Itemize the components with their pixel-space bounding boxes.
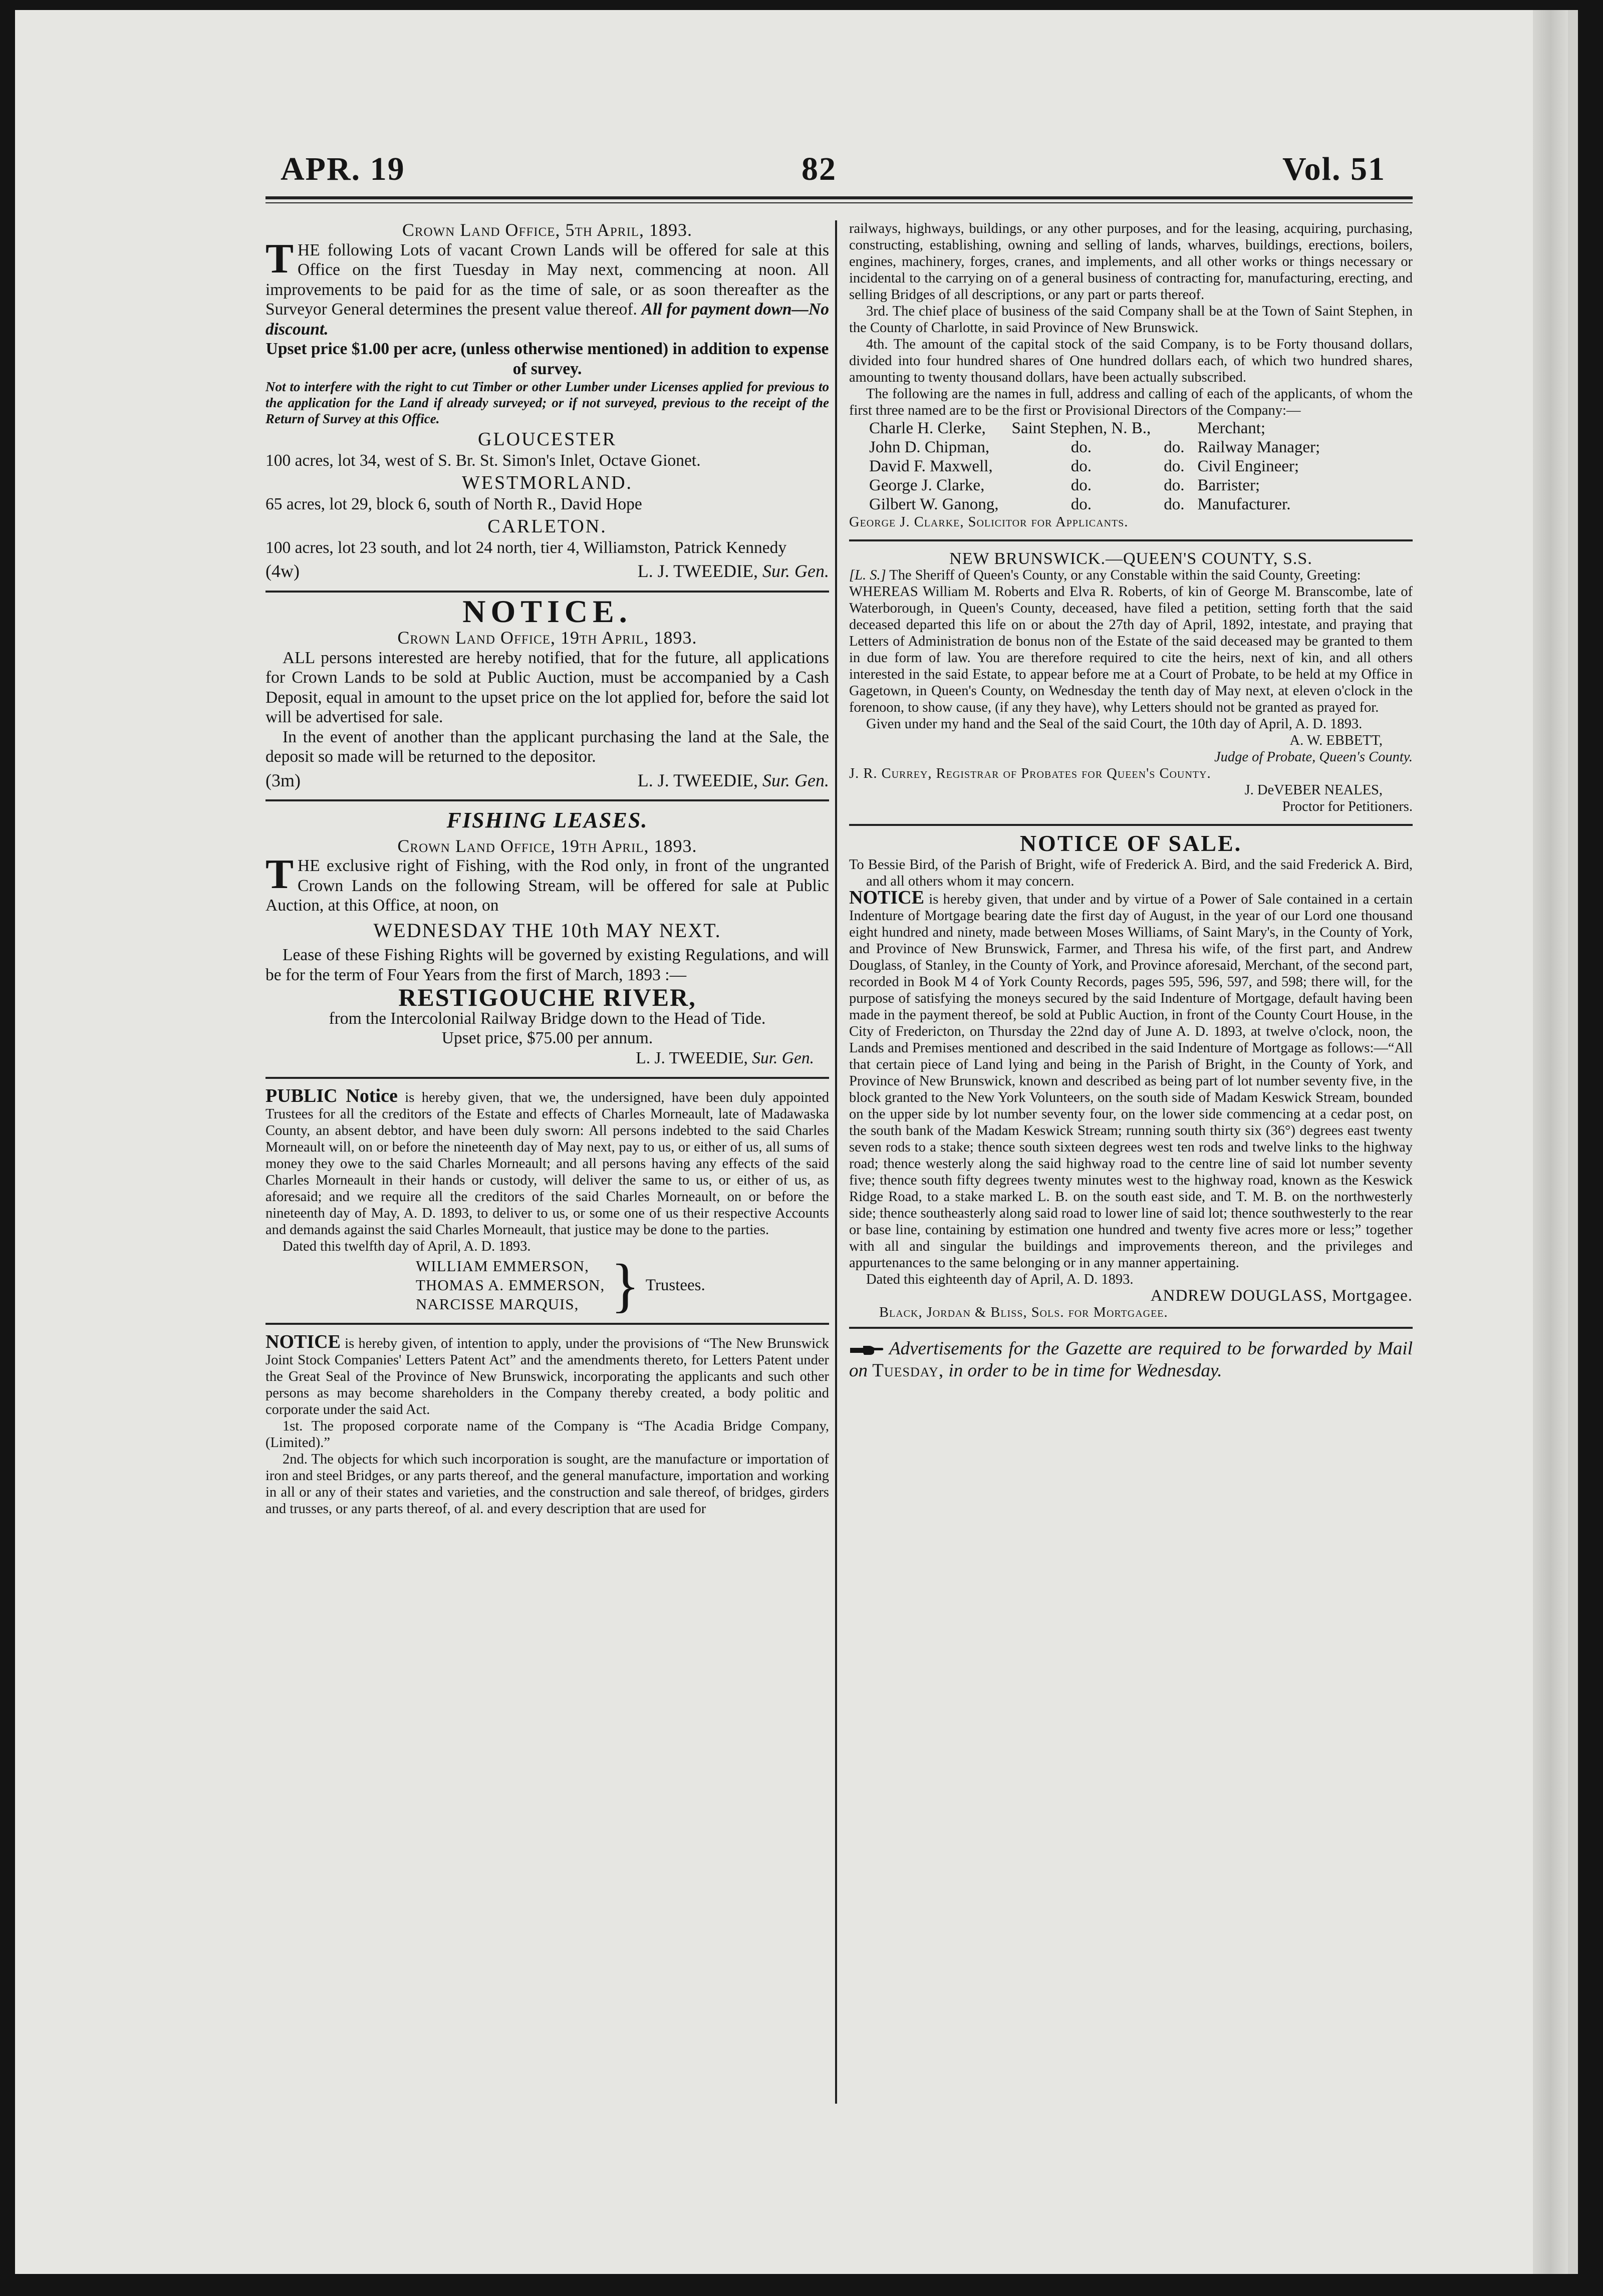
- trustee-name: THOMAS A. EMMERSON,: [416, 1276, 605, 1294]
- dateline: Crown Land Office, 19th April, 1893.: [397, 835, 697, 856]
- signature-name: L. J. TWEEDIE,: [637, 770, 758, 790]
- trustee-name: WILLIAM EMMERSON,: [416, 1257, 589, 1275]
- clause-second: 2nd. The objects for which such incorporation is sought, are the manufacture or importation of iron and steel Bridges, or any parts thereof, and the general manufacture, importation and working in all or any of their states and varieties, and the construction and sale thereof, of bridges, girders and trusses, or any parts thereof, of al. and every description that are used for: [265, 1452, 829, 1517]
- applicant-town: do.: [1164, 495, 1185, 513]
- dateline: Crown Land Office, 5th April, 1893.: [402, 220, 693, 240]
- applicant-calling: Merchant;: [1197, 419, 1266, 437]
- applicant-place: do.: [1071, 495, 1092, 513]
- right-column: [849, 220, 1413, 1382]
- lead-words: NOTICE: [265, 1331, 341, 1352]
- signature-title: Sur. Gen.: [762, 561, 829, 581]
- probate-citation: [849, 550, 1413, 815]
- applicant-name: David F. Maxwell,: [869, 457, 993, 475]
- mortgagee-line: ANDREW DOUGLASS, Mortgagee.: [1150, 1287, 1413, 1305]
- crown-land-lots-notice: [265, 220, 829, 582]
- addressees: To Bessie Bird, of the Parish of Bright, wife of Frederick A. Bird, and the said Frederick A. Bird, and all others whom it may concern.: [849, 857, 1413, 889]
- table-row: [869, 438, 1333, 457]
- signature-line: [265, 561, 829, 582]
- drop-cap: T: [265, 851, 294, 898]
- judge-name: A. W. EBBETT,: [1289, 733, 1383, 748]
- applicant-name: John D. Chipman,: [869, 438, 990, 456]
- brace-glyph: }: [611, 1252, 640, 1318]
- section-divider: [849, 824, 1413, 826]
- lot-gloucester: 100 acres, lot 34, west of S. Br. St. Simon's Inlet, Octave Gionet.: [265, 451, 701, 470]
- solicitor-line: George J. Clarke, Solicitor for Applicants.: [849, 514, 1129, 530]
- applicant-name: George J. Clarke,: [869, 476, 985, 494]
- trustees-label: Trustees.: [645, 1276, 705, 1294]
- table-row: [869, 495, 1333, 514]
- header-volume: Vol. 51: [1282, 151, 1386, 187]
- clause-third: 3rd. The chief place of business of the said Company shall be at the Town of Saint Stephen, in the County of Charlotte, in said Province of New Brunswick.: [849, 304, 1413, 336]
- clause-continued: railways, highways, buildings, or any other purposes, and for the leasing, acquiring, purchasing, constructing, establishing, owning and selling of lands, wharves, buildings, erections, boilers, engines, machinery, forges, cranes, and implements, and all other works or things necessary or incidental to the carrying on of a general business of contracting for, manufacturing, erecting, and selling Bridges of all descriptions, or any part or parts thereof.: [849, 221, 1413, 303]
- county-heading-westmorland: WESTMORLAND.: [461, 472, 633, 493]
- fishing-leases-notice: [265, 810, 829, 1068]
- applicant-name: Charle H. Clerke,: [869, 419, 986, 437]
- advertising-notice: [849, 1338, 1413, 1382]
- notice-body: NOTICE is hereby given, of intention to apply, under the provisions of “The New Brunswick Joint Stock Companies' Letters Patent Act” and the amendments thereto, for Letters Patent under the Great Seal of the Province of New Brunswick, incorporating the applicants and such other persons as may become shareholders in the Company thereby created, a body politic and corporate under the said Act.: [265, 1331, 830, 1417]
- dateline: Crown Land Office, 19th April, 1893.: [397, 628, 697, 648]
- dated-line: Dated this twelfth day of April, A. D. 1893.: [283, 1239, 531, 1254]
- column-divider: [835, 220, 837, 2104]
- applicant-calling: Railway Manager;: [1197, 438, 1320, 456]
- insertion-mark: (4w): [265, 561, 300, 581]
- registrar-line: J. R. Currey, Registrar of Probates for Queen's County.: [849, 766, 1211, 781]
- applicant-calling: Barrister;: [1197, 476, 1260, 494]
- dated-line: Dated this eighteenth day of April, A. D. 1893.: [866, 1272, 1134, 1287]
- notice-body: THE exclusive right of Fishing, with the Rod only, in front of the ungranted Crown Lands on the following Stream, will be offered for sale at Public Auction, at this Office, at noon, on: [265, 851, 829, 915]
- lot-carleton: 100 acres, lot 23 south, and lot 24 north, tier 4, Williamston, Patrick Kennedy: [265, 538, 787, 557]
- section-divider: [849, 1327, 1413, 1329]
- timber-warning: Not to interfere with the right to cut Timber or other Lumber under Licenses applied for previous to the application for the Land if already surveyed; or if not surveyed, previous to the receipt of the Return of Survey at this Office.: [265, 379, 829, 426]
- applicant-calling: Civil Engineer;: [1197, 457, 1299, 475]
- header-rule-thin: [265, 202, 1413, 203]
- left-column: [265, 220, 829, 1517]
- trustee-name: NARCISSE MARQUIS,: [416, 1295, 579, 1313]
- address-line: [L. S.] The Sheriff of Queen's County, or any Constable within the said County, Greeting:: [849, 567, 1361, 583]
- applicant-town: [1164, 419, 1197, 438]
- applicant-name: Gilbert W. Ganong,: [869, 495, 999, 513]
- advert-day: Tuesday,: [872, 1360, 944, 1381]
- signature-title: Sur. Gen.: [752, 1048, 814, 1067]
- judge-title: Judge of Probate, Queen's County.: [1214, 749, 1413, 765]
- section-divider: [265, 591, 829, 593]
- given-line: Given under my hand and the Seal of the said Court, the 10th day of April, A. D. 1893.: [866, 716, 1363, 732]
- pointing-hand-icon: [849, 1343, 884, 1358]
- section-divider: [265, 799, 829, 801]
- river-name: RESTIGOUCHE RIVER,: [398, 983, 696, 1011]
- lead-words: PUBLIC Notice: [265, 1085, 398, 1106]
- table-row: [869, 476, 1333, 495]
- upset-price: Upset price, $75.00 per annum.: [441, 1029, 653, 1047]
- applicant-town: do.: [1164, 438, 1185, 456]
- table-row: [869, 457, 1333, 476]
- notice-paragraph: In the event of another than the applicant purchasing the land at the Sale, the deposit so made will be returned to the depositor.: [265, 727, 829, 766]
- notice-heading: NOTICE OF SALE.: [1019, 830, 1242, 856]
- header-rule: [265, 196, 1413, 199]
- signature-name: L. J. TWEEDIE,: [636, 1048, 748, 1067]
- notice-of-sale: [849, 830, 1413, 1321]
- trustees-notice: [265, 1085, 830, 1318]
- payment-terms: All for payment down—No discount.: [265, 300, 830, 339]
- section-divider: [265, 1077, 829, 1079]
- acadia-bridge-notice-continued: [849, 220, 1413, 530]
- page-fold-shadow: [1533, 10, 1568, 2274]
- trustees-block: [416, 1252, 829, 1318]
- applicant-place: do.: [1071, 457, 1092, 475]
- signature-line: [265, 771, 829, 791]
- river-extent: from the Intercolonial Railway Bridge down to the Head of Tide.: [329, 1009, 766, 1028]
- applicants-table: [869, 419, 1333, 514]
- lease-terms: Lease of these Fishing Rights will be governed by existing Regulations, and will be for the term of Four Years from the first of March, 1893 :—: [265, 946, 829, 984]
- signature-title: Sur. Gen.: [762, 770, 829, 790]
- cash-deposit-notice: [265, 593, 829, 791]
- proctor-name: J. DeVEBER NEALES,: [1244, 782, 1383, 798]
- solicitors-line: Black, Jordan & Bliss, Sols. for Mortgagee.: [879, 1305, 1168, 1320]
- lead-words: NOTICE: [849, 887, 924, 908]
- clause-fourth: 4th. The amount of the capital stock of the said Company, is to be Forty thousand dollars, divided into four hundred shares of One hundred dollars each, of which two hundred shares, amounting to twenty thousand dollars, have been actually subscribed.: [849, 337, 1413, 385]
- trustee-names: [416, 1257, 605, 1314]
- applicant-town: do.: [1164, 457, 1185, 475]
- applicant-place: do.: [1071, 476, 1092, 494]
- upset-price: Upset price $1.00 per acre, (unless otherwise mentioned) in addition to expense of survey.: [265, 340, 829, 378]
- applicant-town: do.: [1164, 476, 1185, 494]
- signature-name: L. J. TWEEDIE,: [637, 561, 758, 581]
- proctor-title: Proctor for Petitioners.: [1282, 799, 1413, 814]
- court-heading: NEW BRUNSWICK.—QUEEN'S COUNTY, S.S.: [949, 549, 1312, 568]
- lot-westmorland: 65 acres, lot 29, block 6, south of North R., David Hope: [265, 494, 642, 513]
- applicant-place: Saint Stephen, N. B.,: [1011, 419, 1151, 437]
- advert-text: Advertisements for the Gazette are required to be forwarded by Mail on Tuesday, in order to be in time for Wednesday.: [849, 1338, 1413, 1381]
- header-page-number: 82: [802, 151, 837, 187]
- county-heading-carleton: CARLETON.: [487, 516, 607, 537]
- notice-body: NOTICE is hereby given, that under and by virtue of a Power of Sale contained in a certain Indenture of Mortgage bearing date the first day of August, in the year of our Lord one thousand eight hundred and ninety, made between Moses Williams, of Saint Mary's, in the County of York, and Province of New Brunswick, Farmer, and Thresa his wife, of the first part, and Andrew Douglass, of Stanley, in the County of York, and Province aforesaid, Merchant, of the second part, recorded in Book M 4 of York County Records, pages 595, 596, 597, and 598; there will, for the purpose of satisfying the moneys secured by the said Indenture of Mortgage, default having been made in the payment thereof, be sold at Public Auction, in front of the County Court House, in the City of Fredericton, on Thursday the 22nd day of June A. D. 1893, at twelve o'clock, noon, the Lands and Premises mentioned and described in the said Indenture of Mortgage as follows:—“All that certain piece of Land lying and being in the Parish of Bright, in the County of York, and Province of New Brunswick, known and described as being part of lot number seventy five, in the block granted to the New York Volunteers, on the south side of Madam Keswick Stream, bounded on the upper side by lot number seventy four, on the lower side commencing at a cedar post, on the south bank of the Madam Keswick Stream; running south thirty six (36°) degrees east twenty seven rods to a stake; thence south sixteen degrees west ten rods and twelve links to the highway road; thence westerly along the said highway road to the centre line of said lot number seventy five; thence south fifty degrees twenty minutes west to the highway road, known as the Keswick Ridge Road, to a stake marked L. B. on the south east side, and T. M. B. on the northwesterly side; thence southeasterly along said road to lower line of said lot; thence southwesterly to the rear or base line, containing by estimation one hundred and twenty five acres more or less;” together with all and singular the buildings and improvements thereon, and the privileges and appurtenances to the same belonging or in any manner appertaining.: [849, 887, 1413, 1271]
- applicant-calling: Manufacturer.: [1197, 495, 1291, 513]
- section-divider: [849, 539, 1413, 541]
- notice-heading: NOTICE.: [462, 593, 632, 629]
- section-divider: [265, 1323, 829, 1325]
- header-date: APR. 19: [281, 151, 405, 187]
- clause-first: 1st. The proposed corporate name of the Company is “The Acadia Bridge Company, (Limited).”: [265, 1418, 829, 1451]
- applicants-intro: The following are the names in full, address and calling of each of the applicants, of whom the first three named are to be the first or Provisional Directors of the Company:—: [849, 386, 1413, 418]
- table-row: [869, 419, 1333, 438]
- notice-body: THE following Lots of vacant Crown Lands will be offered for sale at this Office on the first Tuesday in May next, commencing at noon. All improvements to be paid for as the time of sale, or as soon thereafter as the Surveyor General determines the present value thereof. All for payment down—No discount.: [265, 235, 830, 339]
- citation-body: WHEREAS William M. Roberts and Elva R. Roberts, of kin of George M. Branscombe, late of Waterborough, in Queen's County, deceased, have filed a petition, setting forth that the said deceased departed this life on or about the 27th day of April, 1892, intestate, and praying that Letters of Administration de bonus non of the Estate of the said deceased may be granted to them in due form of law. You are therefore required to cite the heirs, next of kin, and all others interested in the said Estate, to appear before me at a Court of Probate, to be held at my Office in Gagetown, in Queen's County, on Wednesday the tenth day of May next, at eleven o'clock in the forenoon, to show cause, (if any they have), why Letters should not be granted as prayed for.: [849, 584, 1413, 715]
- insertion-mark: (3m): [265, 770, 301, 790]
- acadia-bridge-notice: [265, 1331, 830, 1517]
- sale-date: WEDNESDAY THE 10th MAY NEXT.: [373, 919, 721, 942]
- drop-cap: T: [265, 235, 294, 282]
- county-heading-gloucester: GLOUCESTER: [478, 429, 617, 450]
- notice-heading: FISHING LEASES.: [446, 808, 648, 832]
- signature-line: [265, 1048, 829, 1068]
- seal-mark: [L. S.]: [849, 567, 886, 583]
- notice-paragraph: ALL persons interested are hereby notified, that for the future, all applications for Crown Lands to be sold at Public Auction, must be accompanied by a Cash Deposit, equal in amount to the upset price on the lot applied for, before the said lot will be advertised for sale.: [265, 648, 829, 726]
- applicant-place: do.: [1071, 438, 1092, 456]
- notice-body: PUBLIC Notice is hereby given, that we, the undersigned, have been duly appointed Trustees for all the creditors of the Estate and effects of Charles Morneault, late of Madawaska County, an absent debtor, and have been duly sworn: All persons indebted to the said Charles Morneault will, on or before the nineteenth day of May next, pay to us, or either of us, all sums of money they owe to the said Charles Morneault; and all persons having any effects of the said Charles Morneault in their hands or custody, will deliver the same to us, or either of us, as aforesaid; and we require all the creditors of the said Charles Morneault, on or before the nineteenth day of May, A. D. 1893, to deliver to us, or some one of us their respective Accounts and demands against the said Charles Morneault, that justice may be done to the parties.: [265, 1085, 830, 1238]
